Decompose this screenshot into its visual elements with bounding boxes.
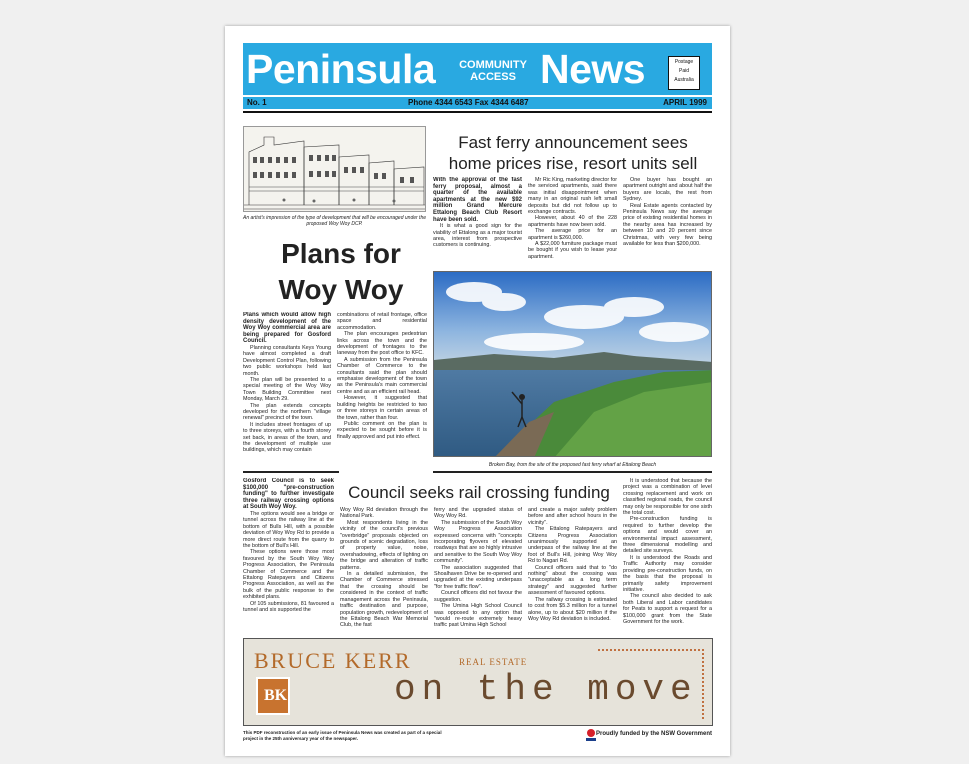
council-lead-paragraph: Gosford Council is to seek $100,000 "pre-construction funding" to further investigate three railway crossing options at South Woy Woy. [243,478,334,511]
footer-funding: Proudly funded by the NSW Government [595,731,712,737]
masthead [243,43,712,95]
ferry-lead-paragraph: With the approval of the fast ferry proposal, almost a quarter of the available apartments at the new $92 million Grand Mercure Ettalong Beach Club Resort have been sold. [433,177,522,223]
plans-lead-paragraph: Plans which would allow high density development of the Woy Woy commercial area are being prepared for Gosford Council. [243,312,331,345]
footer-note: This PDF reconstruction of an early issue of Peninsula News was created as part of a special project in the 25th anniversary year of the newspaper. [243,730,442,741]
plans-paragraph: However, it suggested that building heights be restricted to two or three storeys in certain areas of the town, rather than four. [337,395,427,421]
council-paragraph: ferry and the upgraded status of Woy Woy Rd. [434,507,522,520]
ad-agent-name: BRUCE KERR [254,648,412,673]
newspaper-page [225,26,730,756]
postage-line-3: Australia [674,77,694,83]
plans-headline-line-2: Woy Woy [278,274,404,305]
plans-paragraph: It includes street frontages of up to three storeys, with a fourth storey set back, in areas of the town, and the development of multiple use buildings, which may contain [243,421,331,454]
artist-sketch-image [243,126,426,212]
council-paragraph: The railway crossing is estimated to cost from $5.3 million for a tunnel alone, up to about $20 million if the Woy Woy Rd deviation is included. [528,596,617,622]
ferry-headline-line-2: home prices rise, resort units sell [448,154,698,173]
ferry-paragraph: Real Estate agents contacted by Peninsula News say the average price of existing residential homes in the nearby area has increased by between 10 and 20 percent since Christmas, with very few being available for less than $200,000. [623,202,712,248]
council-paragraph: The association suggested that Shoalhaven Drive be re-opened and upgraded at the existing underpass "for free traffic flow". [434,564,522,590]
ferry-paragraph: It is what a good sign for the viability of Ettalong as a major tourist area, interest from prospective customers is continuing. [433,223,522,249]
ad-dotted-border [598,649,704,719]
plans-paragraph: The plan extends concepts developed for the northern "village renewal" precinct of the town. [243,402,331,422]
ferry-column-2 [528,177,617,267]
council-paragraph: Pre-construction funding is required to further develop the options and would cover an environmental impact assessment, three dimensional modelling and detailed site surveys. [623,516,712,555]
ad-slogan: on the move [394,669,698,710]
ferry-paragraph: One buyer has bought an apartment outright and about half the buyers are locals, the rest from Sydney. [623,177,712,203]
council-paragraph: Most respondents living in the vicinity of the council's previous "overbridge" proposals objected on grounds of scenic degradation, loss of property value, noise, overshadowing, effects of lighting on the bridge and alteration of traffic patterns. [340,519,428,571]
photo-caption: Broken Bay, from the site of the proposed fast ferry wharf at Ettalong Beach [488,462,657,468]
broken-bay-photo [433,271,712,457]
masthead-subtitle [453,59,533,83]
plans-paragraph: The plan encourages pedestrian links across the town and the development of frontages to the laneway from the post office to KFC. [337,331,427,357]
council-paragraph: In a detailed submission, the Chamber of Commerce stressed that the crossing should be considered in the context of traffic management across the Peninsula, traffic destination and purpose, population growth, redevelopment of the Ettalong Beach War Memorial Club, the fast [340,571,428,629]
ferry-paragraph: A $22,000 furniture package must be bought if you wish to lease your apartment. [528,241,617,260]
plans-headline-line-1: Plans for [281,238,401,269]
ad-real-estate-label: REAL ESTATE [459,657,528,667]
ferry-headline [432,132,714,174]
real-estate-advertisement [243,638,713,726]
plans-column-1 [243,312,331,462]
masthead-access: ACCESS [470,71,516,83]
bk-logo-text: BK [264,687,288,704]
masthead-title-left: Peninsula [246,46,436,92]
info-bar [243,97,712,109]
ferry-column-1 [433,177,522,267]
council-column-3 [434,507,522,633]
council-paragraph: and create a major safety problem before and after school hours in the vicinity". [528,507,617,526]
phone-fax: Phone 4344 6543 Fax 4344 6487 [408,98,529,107]
council-paragraph: It is understood that because the project was a combination of level crossing replacement and work on classified regional roads, the council may only be responsible for one sixth the total cost. [623,478,712,517]
council-paragraph: Council officers said that to "do nothing" about the crossing was "unacceptable as a long term strategy" and suggested further assessment of favoured options. [528,564,617,597]
council-paragraph: Of 105 submissions, 81 favoured a tunnel and six supported the [243,600,334,614]
council-column-2 [340,507,428,633]
masthead-rule [243,111,712,113]
postage-stamp [668,56,700,90]
council-column-1 [243,478,334,633]
council-headline: Council seeks rail crossing funding [348,483,610,502]
plans-paragraph: combinations of retail frontage, office space and residential accommodation. [337,312,427,331]
issue-number: No. 1 [247,98,267,107]
ferry-column-3 [623,177,712,267]
council-paragraph: The council also decided to ask both Liberal and Labor candidates for Peats to support a request for a $100,000 grant from the State Government for the work. [623,593,712,625]
sketch-caption: An artist's impression of the type of development that will be encouraged under the proposed Woy Woy DCP. [243,215,427,227]
issue-date: APRIL 1999 [663,98,707,107]
council-paragraph: It is understood the Roads and Traffic Authority may consider providing pre-construction funds, on the basis that the proposal is primarily safety improvement initiative. [623,554,712,593]
ferry-paragraph: The average price for an apartment is $260,000. [528,228,617,241]
plans-headline [243,236,439,308]
council-column-5 [623,478,712,633]
masthead-community: COMMUNITY [459,59,527,71]
plans-paragraph: A submission from the Peninsula Chamber of Commerce to the consultants said the plan should emphasise development of the town as the Peninsula's main commercial centre and as an efficient rail head. [337,356,427,395]
plans-paragraph: Planning consultants Keys Young have almost completed a draft Development Control Plan, following two public workshops held last month. [243,344,331,377]
council-column-4 [528,507,617,633]
ferry-paragraph: Mr Ric King, marketing director for the serviced apartments, said there was initial disappointment when many in an original rush left small deposits but did not follow up to exchange contracts. [528,177,617,216]
bk-logo [256,677,290,715]
council-paragraph: The Ettalong Ratepayers and Citizens Progress Association unanimously supported an underpass of the railway line at the foot of Bull's Hill, joining Woy Woy Rd to Nagari Rd. [528,526,617,565]
ferry-paragraph: However, about 40 of the 228 apartments have now been sold. [528,215,617,228]
council-paragraph: The submission of the South Woy Woy Progress Association expressed concerns with "concepts incorporating flyovers of elevated roadways that are so highly intrusive and sensitive to the South Woy Woy community". [434,519,522,565]
council-paragraph: Woy Woy Rd deviation through the National Park. [340,507,428,520]
plans-column-2 [337,312,427,462]
plans-paragraph: The plan will be presented to a special meeting of the Woy Woy Town Building Committee next Monday, March 29. [243,377,331,403]
masthead-title-right: News [540,46,646,92]
postage-line-1: Postage [674,59,694,65]
council-paragraph: The Umina High School Council was opposed to any option that "would re-route extremely heavy traffic past Umina High School [434,603,522,629]
section-rule-right [433,471,712,473]
plans-paragraph: Public comment on the plan is expected to be sought before it is finally approved and put into effect. [337,420,427,440]
council-paragraph: These options were those most favoured by the South Woy Woy Progress Association, the Peninsula Chamber of Commerce and the Ettalong Ratepayers and Citizens Progress Association, as well as the bulk of the public response to the exhibited plans. [243,549,334,601]
council-paragraph: Council officers did not favour the suggestion. [434,590,522,603]
section-rule-left [243,471,339,473]
council-paragraph: The options would see a bridge or tunnel across the railway line at the bottom of Bulls Hill, with a possible deviation of Woy Woy Rd to provide a more direct route from the quarry to the bottom of Bull's Hill. [243,510,334,549]
ferry-headline-line-1: Fast ferry announcement sees [458,133,688,152]
postage-line-2: Paid [678,68,689,74]
